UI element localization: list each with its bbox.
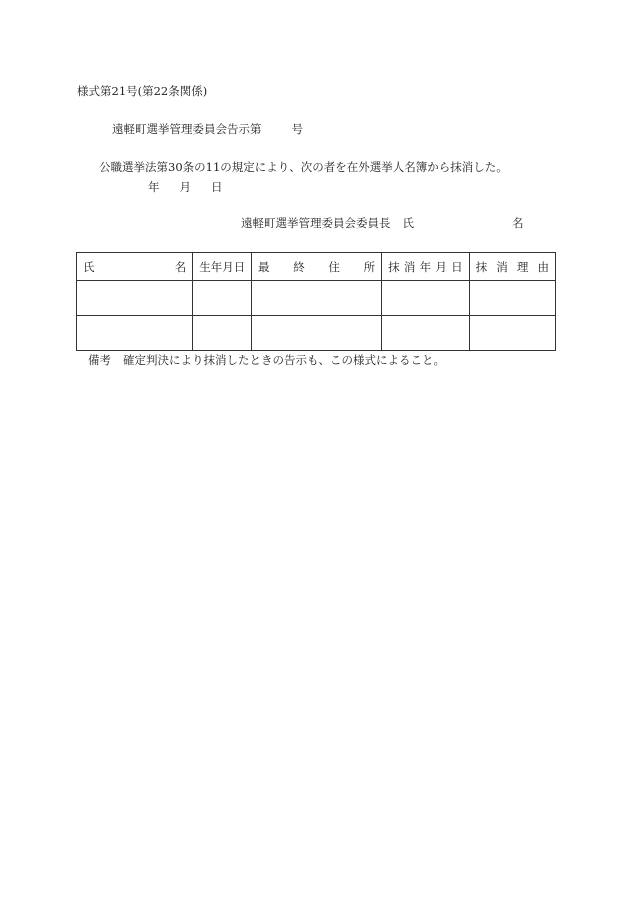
remark-label: 備考 (88, 353, 111, 367)
signature-title: 遠軽町選挙管理委員会委員長 (241, 216, 391, 230)
notice-title (112, 124, 303, 136)
date-day: 日 (211, 180, 223, 194)
cell-birth-date[interactable] (193, 281, 252, 316)
date-year: 年 (148, 180, 160, 194)
cell-last-address[interactable] (252, 316, 382, 351)
body-text: 公職選挙法第30条の11の規定により、次の者を在外選挙人名簿から抹消した。 (99, 160, 508, 174)
table-row (77, 316, 556, 351)
removal-register-table (76, 252, 556, 351)
table-row (77, 281, 556, 316)
notice-title-prefix: 遠軽町選挙管理委員会告示第 (112, 122, 262, 136)
header-name: 氏 名 (77, 253, 193, 281)
cell-birth-date[interactable] (193, 316, 252, 351)
cell-name[interactable] (77, 316, 193, 351)
signature-given-name: 名 (512, 216, 524, 230)
notice-title-suffix: 号 (291, 122, 303, 136)
cell-removal-date[interactable] (382, 281, 470, 316)
header-removal-date: 抹 消 年 月 日 (382, 253, 470, 281)
cell-last-address[interactable] (252, 281, 382, 316)
cell-removal-date[interactable] (382, 316, 470, 351)
cell-removal-reason[interactable] (469, 281, 555, 316)
table-header-row (77, 253, 556, 281)
form-number: 様式第21号(第22条関係) (77, 84, 208, 98)
cell-removal-reason[interactable] (469, 316, 555, 351)
signature-line (241, 218, 524, 230)
header-last-address: 最 終 住 所 (252, 253, 382, 281)
date-line (148, 182, 223, 194)
header-birth-date: 生 年 月 日 (193, 253, 252, 281)
header-removal-reason: 抹 消 理 由 (469, 253, 555, 281)
remark-text: 確定判決により抹消したときの告示も、この様式によること。 (123, 353, 445, 367)
cell-name[interactable] (77, 281, 193, 316)
remark (88, 355, 445, 367)
signature-family-name: 氏 (402, 216, 414, 230)
date-month: 月 (179, 180, 191, 194)
